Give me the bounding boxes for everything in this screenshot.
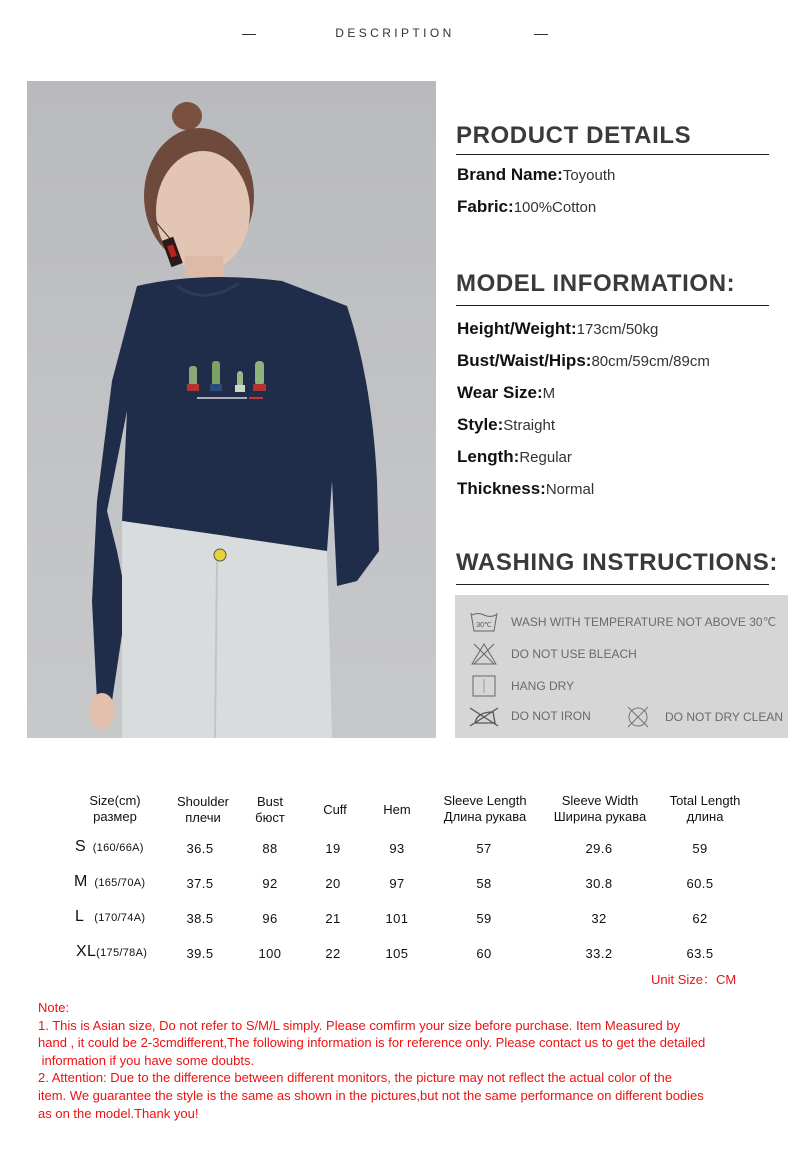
washing-instructions-divider xyxy=(456,584,769,585)
header-sleeve-width: Sleeve Width Ширина рукава xyxy=(553,793,647,824)
no-iron-row xyxy=(469,704,591,728)
bust-cell: 92 xyxy=(262,876,278,891)
size-cell-s: S (160/66A) xyxy=(75,838,144,855)
header-divider-right xyxy=(534,34,548,35)
total-length-cell: 60.5 xyxy=(686,876,714,891)
no-bleach-label: DO NOT USE BLEACH xyxy=(511,647,637,661)
wash-30-label: WASH WITH TEMPERATURE NOT ABOVE 30℃ xyxy=(511,615,777,629)
length-value: Regular xyxy=(519,449,572,466)
no-bleach-row xyxy=(469,642,637,666)
wear-size-label: Wear Size: xyxy=(457,383,543,402)
model-information-title: MODEL INFORMATION: xyxy=(456,270,736,297)
sleeve-length-cell: 57 xyxy=(476,841,492,856)
wash-30-row xyxy=(469,610,776,634)
note-heading: Note: xyxy=(38,1000,70,1015)
header-shoulder: Shoulder плечи xyxy=(176,794,230,825)
style-row xyxy=(457,415,555,435)
thickness-label: Thickness: xyxy=(457,479,546,498)
total-length-cell: 59 xyxy=(692,841,708,856)
no-dry-clean-label: DO NOT DRY CLEAN xyxy=(665,710,784,724)
brand-name-row xyxy=(457,165,615,185)
cuff-cell: 21 xyxy=(325,911,341,926)
product-details-title: PRODUCT DETAILS xyxy=(456,122,692,149)
header-sleeve-length: Sleeve Length Длина рукава xyxy=(443,793,527,824)
header-size: Size(cm) размер xyxy=(89,793,141,824)
bust-cell: 88 xyxy=(262,841,278,856)
header-cuff: Cuff xyxy=(323,802,347,817)
height-weight-row xyxy=(457,319,658,339)
hem-cell: 105 xyxy=(385,946,409,961)
product-photo xyxy=(27,81,436,738)
length-label: Length: xyxy=(457,447,520,466)
fabric-label: Fabric: xyxy=(457,197,514,216)
note-line: 1. This is Asian size, Do not refer to S/M/L simply. Please comfirm your size before purchase. Item Measured by xyxy=(38,1017,681,1033)
washing-instructions-panel xyxy=(455,595,788,738)
no-dry-clean-row xyxy=(623,705,783,729)
description-title: DESCRIPTION xyxy=(335,26,455,40)
sleeve-length-cell: 59 xyxy=(476,911,492,926)
size-note xyxy=(38,999,783,1122)
no-bleach-icon xyxy=(469,642,499,666)
shoulder-cell: 36.5 xyxy=(186,841,214,856)
washing-instructions-title: WASHING INSTRUCTIONS: xyxy=(456,549,778,576)
sleeve-length-cell: 58 xyxy=(476,876,492,891)
style-value: Straight xyxy=(503,417,555,434)
hem-cell: 101 xyxy=(385,911,409,926)
cuff-cell: 19 xyxy=(325,841,341,856)
svg-text:30℃: 30℃ xyxy=(476,622,492,629)
note-line: 2. Attention: Due to the difference between different monitors, the picture may not reflect the actual color of the xyxy=(38,1070,673,1086)
fabric-value: 100%Cotton xyxy=(513,199,597,216)
bust-waist-hips-value: 80cm/59cm/89cm xyxy=(591,353,710,370)
bust-cell: 96 xyxy=(262,911,278,926)
thickness-value: Normal xyxy=(545,481,595,498)
size-cell-m: M (165/70A) xyxy=(74,873,146,890)
style-label: Style: xyxy=(457,415,504,434)
brand-name-value: Toyouth xyxy=(562,167,616,184)
hang-dry-label: HANG DRY xyxy=(511,679,575,693)
bust-cell: 100 xyxy=(258,946,282,961)
header-total-length: Total Length длина xyxy=(669,793,741,824)
length-row xyxy=(457,447,572,467)
header-hem: Hem xyxy=(383,802,411,817)
total-length-cell: 63.5 xyxy=(686,946,714,961)
shoulder-cell: 39.5 xyxy=(186,946,214,961)
bust-waist-hips-label: Bust/Waist/Hips: xyxy=(457,351,592,370)
model-information-divider xyxy=(456,305,769,306)
bust-waist-hips-row xyxy=(457,351,710,371)
height-weight-label: Height/Weight: xyxy=(457,319,577,338)
wear-size-row xyxy=(457,383,555,403)
sleeve-width-cell: 30.8 xyxy=(585,876,613,891)
wear-size-value: M xyxy=(542,385,556,402)
sleeve-width-cell: 33.2 xyxy=(585,946,613,961)
hem-cell: 97 xyxy=(389,876,405,891)
sleeve-width-cell: 29.6 xyxy=(585,841,613,856)
fabric-row xyxy=(457,197,596,217)
note-line: hand , it could be 2-3cmdifferent,The following information is for reference only. Please contact us to get the detailed xyxy=(38,1035,706,1051)
no-iron-icon xyxy=(469,704,499,728)
size-cell-xl: XL(175/78A) xyxy=(76,943,148,960)
total-length-cell: 62 xyxy=(692,911,708,926)
cuff-cell: 20 xyxy=(325,876,341,891)
note-line: information if you have some doubts. xyxy=(38,1052,255,1068)
no-iron-label: DO NOT IRON xyxy=(511,709,591,723)
hang-dry-icon xyxy=(469,674,499,698)
shoulder-cell: 37.5 xyxy=(186,876,214,891)
model-illustration xyxy=(27,81,436,738)
note-line: as on the model.Thank you! xyxy=(38,1105,199,1121)
shoulder-cell: 38.5 xyxy=(186,911,214,926)
unit-size-note: Unit Size：CM xyxy=(651,972,737,987)
cuff-cell: 22 xyxy=(325,946,341,961)
sleeve-length-cell: 60 xyxy=(476,946,492,961)
size-cell-l: L (170/74A) xyxy=(75,908,146,925)
no-dry-clean-icon xyxy=(623,705,653,729)
product-details-divider xyxy=(456,154,769,155)
brand-name-label: Brand Name: xyxy=(457,165,563,184)
height-weight-value: 173cm/50kg xyxy=(576,321,659,338)
description-header xyxy=(0,22,790,46)
sleeve-width-cell: 32 xyxy=(591,911,607,926)
note-line: item. We guarantee the style is the same as shown in the pictures,but not the same performance on different bodies xyxy=(38,1087,704,1103)
hem-cell: 93 xyxy=(389,841,405,856)
hang-dry-row xyxy=(469,674,574,698)
thickness-row xyxy=(457,479,594,499)
wash-30-icon xyxy=(469,610,499,634)
header-bust: Bust бюст xyxy=(255,794,285,825)
